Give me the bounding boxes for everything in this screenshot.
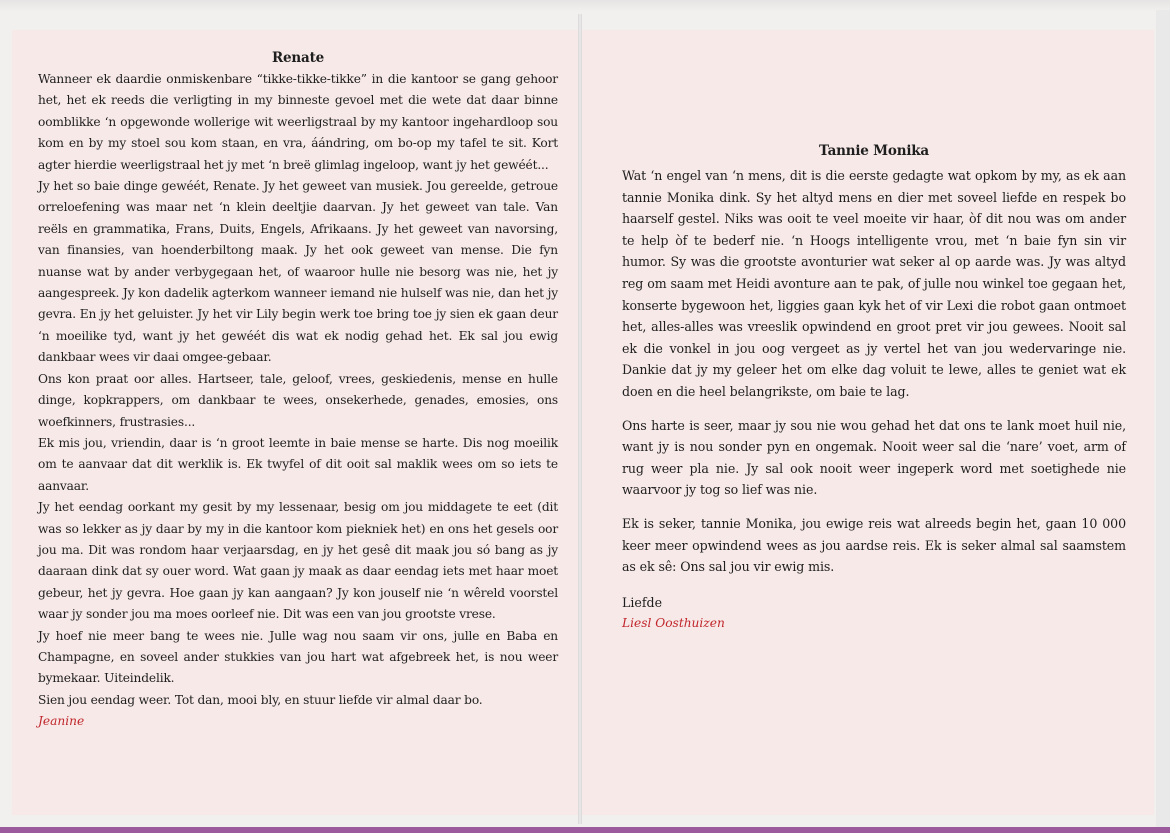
left-paragraph-3: Ons kon praat oor alles. Hartseer, tale, geloof, vrees, geskiedenis, mense en hulle dinge, kopkrappers, om dankbaar te wees, onsekerhede, genades, emosies, ons woefkinners, frustrasies...: [38, 371, 558, 429]
left-paragraph-4: Ek mis jou, vriendin, daar is ‘n groot leemte in baie mense se harte. Dis nog moeilik om te aanvaar dat dit werklik is. Ek twyfel of dit ooit sal maklik wees om so iets te aanvaar.: [38, 435, 558, 493]
left-paragraph-7: Sien jou eendag weer. Tot dan, mooi bly, en stuur liefde vir almal daar bo.: [38, 692, 483, 707]
right-signature: Liesl Oosthuizen: [622, 615, 725, 630]
right-page: [582, 30, 1154, 815]
right-closing: Liefde: [622, 594, 663, 610]
left-paragraph-1: Wanneer ek daardie onmiskenbare “tikke-tikke-tikke” in die kantoor se gang gehoor het, het ek reeds die verligting in my binneste gevoel met die wete dat daar binne oomblikke ‘n opgewonde wollerige wit weerligstraal by my kantoor ingehardloop sou kom en by my stoel sou kom staan, en vra, áándring, om bo-op my tafel te sit. Kort agter hierdie weerligstraal het jy met ‘n breë glimlag ingeloop, want jy het gewéét...: [38, 72, 558, 172]
left-paragraph-6: Jy hoef nie meer bang te wees nie. Julle wag nou saam vir ons, julle en Baba en Champagne, en soveel ander stukkies van jou hart wat afgebreek het, is nou weer bymekaar. Uiteindelik.: [38, 628, 558, 686]
left-paragraph-2: Jy het so baie dinge gewéét, Renate. Jy het geweet van musiek. Jou gereelde, getroue orreloefening was maar net ‘n klein deeltjie daarvan. Jy het geweet van tale. Van reëls en grammatika, Frans, Duits, Engels, Afrikaans. Jy het geweet van navorsing, van finansies, van hoenderbiltong maak. Jy het ook geweet van mense. Die fyn nuanse wat by ander verbygegaan het, of waaroor hulle nie besorg was nie, het jy aangespreek. Jy kon dadelik agterkom wanneer iemand nie hulself was nie, dan het jy gevra. En jy het geluister. Jy het vir Lily begin werk toe bring toe jy sien ek gaan deur ‘n moeilike tyd, want jy het gewéét dis wat ek nodig gehad het. Ek sal jou ewig dankbaar wees vir daai omgee-gebaar.: [38, 179, 558, 365]
right-paragraph-2: Ons harte is seer, maar jy sou nie wou gehad het dat ons te lank moet huil nie, want jy is nou sonder pyn en ongemak. Nooit weer sal die ‘nare’ voet, arm of rug weer pla nie. Jy sal ook nooit weer ingeperk word met soetighede nie waarvoor jy tog so lief was nie.: [622, 417, 1126, 498]
left-paragraph-5: Jy het eendag oorkant my gesit by my lessenaar, besig om jou middagete te eet (dit was so lekker as jy daar by my in die kantoor kom piekniek het) en ons het gesels oor jou ma. Dit was rondom haar verjaarsdag, en jy het gesê dit maak jou só bang as jy daaraan dink dat sy ouer word. Wat gaan jy maak as daar eendag iets met haar moet gebeur, het jy gevra. Hoe gaan jy kan aangaan? Jy kon jouself nie ‘n wêreld voorstel waar jy sonder jou ma moes oorleef nie. Dit was een van jou grootste vrese.: [38, 500, 558, 622]
scan-right-edge: [1156, 10, 1170, 833]
right-paragraph-3: Ek is seker, tannie Monika, jou ewige reis wat alreeds begin het, gaan 10 000 keer meer opwindend wees as jou aardse reis. Ek is seker almal sal saamstem as ek sê: Ons sal jou vir ewig mis.: [622, 515, 1126, 575]
left-page-title: Renate: [272, 50, 324, 66]
left-signature: Jeanine: [38, 714, 85, 729]
scan-bottom-line: [0, 827, 1170, 833]
scan-top-shadow: [0, 0, 1170, 12]
left-page: [12, 30, 578, 815]
right-paragraph-1: Wat ‘n engel van ‘n mens, dit is die eerste gedagte wat opkom by my, as ek aan tannie Monika dink. Sy het altyd mens en dier met soveel liefde en respek bo haarself gestel. Niks was ooit te veel moeite vir haar, òf dit nou was om ander te help òf te bederf nie. ‘n Hoogs intelligente vrou, met ‘n baie fyn sin vir humor. Sy was die grootste avonturier wat seker al op aarde was. Jy was altyd reg om saam met Heidi avonture aan te pak, of julle nou winkel toe gegaan het, konserte bygewoon het, liggies gaan kyk het of vir Lexi die robot gaan ontmoet het, alles-alles was vreeslik opwindend en groot pret vir jou gewees. Nooit sal ek die vonkel in jou oog vergeet as jy vertel het van jou wedervaringe nie. Dankie dat jy my geleer het om elke dag voluit te lewe, alles te geniet wat ek doen en die heel belangrikste, om baie te lag.: [622, 168, 1126, 399]
right-page-title: Tannie Monika: [819, 143, 929, 159]
